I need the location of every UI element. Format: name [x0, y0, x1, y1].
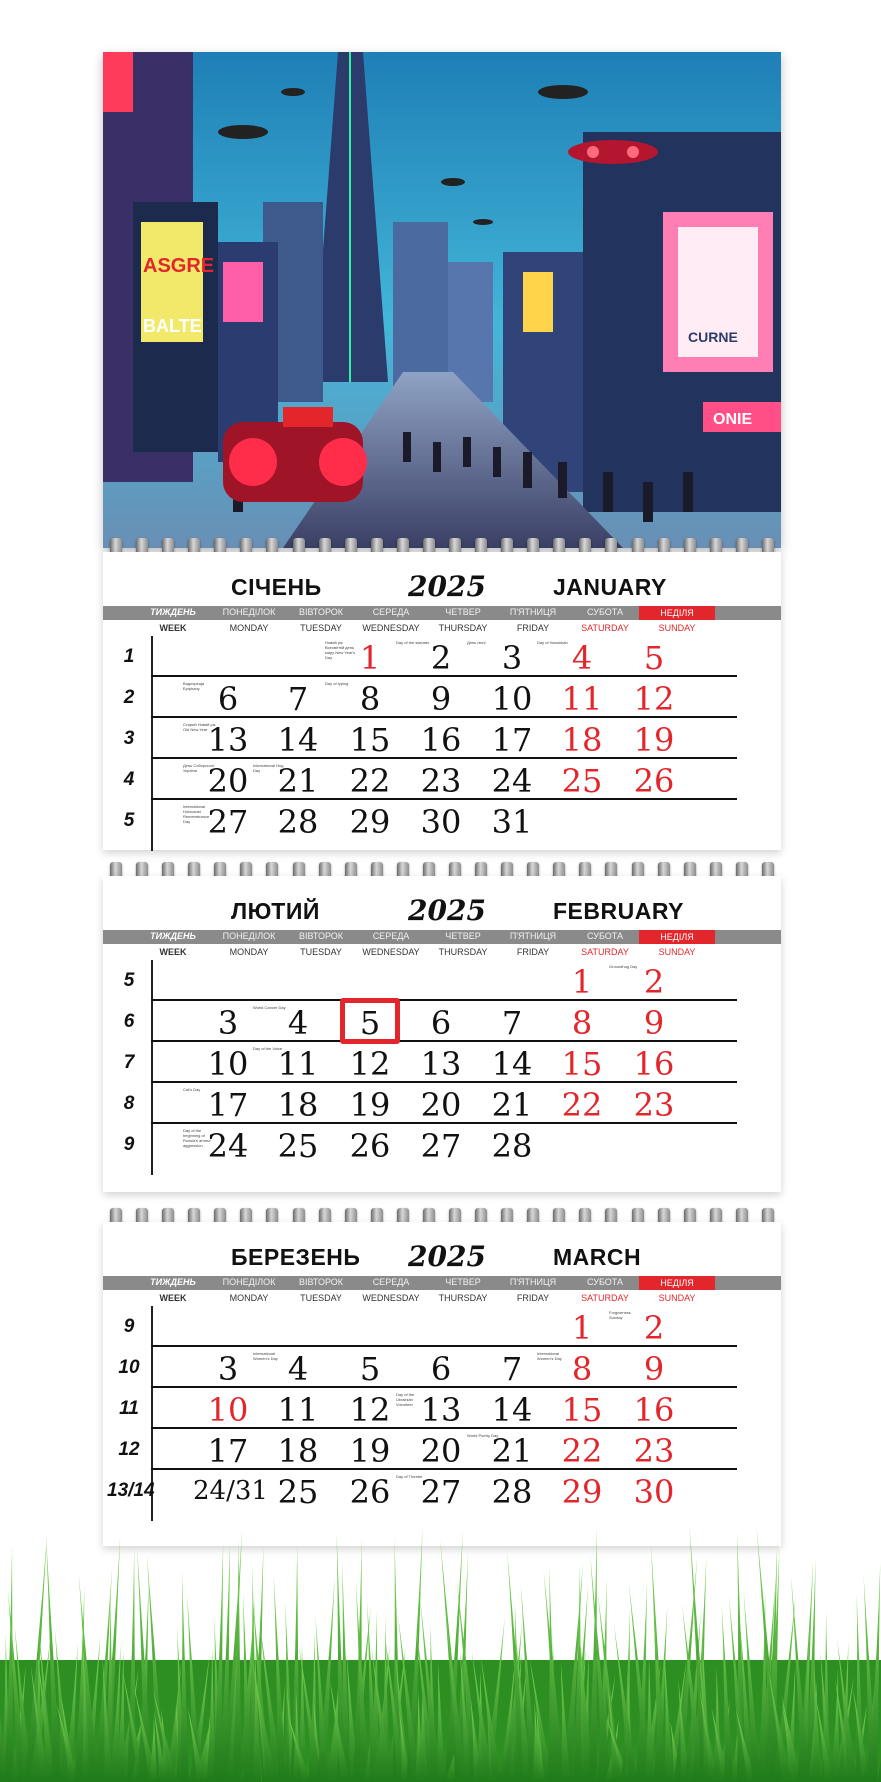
week-row [123, 636, 737, 677]
day-cell[interactable]: 3 [217, 1004, 239, 1042]
weekday-en: TUESDAY [300, 623, 342, 633]
week-label-ua: ТИЖДЕНЬ [150, 931, 196, 941]
day-cell[interactable]: 20 [420, 1086, 462, 1124]
day-cell[interactable]: 2 [430, 639, 452, 677]
weekday-en: FRIDAY [516, 1293, 550, 1303]
day-cell[interactable]: 14 [491, 1045, 533, 1083]
weekday-ua: ПОНЕДІЛОК [222, 1277, 276, 1287]
holiday-note: International Women's Day [537, 1351, 562, 1361]
week-number: 9 [123, 1316, 135, 1337]
day-cell[interactable]: 26 [349, 1127, 391, 1165]
week-row [123, 718, 737, 759]
day-cell[interactable]: 29 [561, 1473, 603, 1511]
month-name-ua: БЕРЕЗЕНЬ [231, 1244, 361, 1270]
weekday-ua: НЕДІЛЯ [639, 930, 715, 944]
month-name-ua: ЛЮТИЙ [231, 898, 320, 924]
month-panel-march [103, 1222, 781, 1546]
weekday-en: SUNDAY [658, 1293, 696, 1303]
day-cell[interactable]: 4 [287, 1350, 309, 1388]
weekday-ua: ЧЕТВЕР [445, 931, 481, 941]
weekday-header-en [103, 944, 781, 960]
day-cell[interactable]: 14 [491, 1391, 533, 1429]
holiday-note: Day of the Ukrainian Volunteer [396, 1392, 415, 1407]
day-cell[interactable]: 20 [207, 762, 249, 800]
day-cell[interactable]: 12 [349, 1045, 391, 1083]
weekday-en: THURSDAY [438, 1293, 488, 1303]
day-cell[interactable]: 4 [571, 639, 593, 677]
grass-image [0, 1500, 881, 1782]
day-cell[interactable]: 8 [571, 1350, 593, 1388]
month-grid [103, 1306, 781, 1511]
day-cell[interactable]: 11 [277, 1391, 319, 1429]
month-name-en: FEBRUARY [553, 898, 684, 924]
holiday-note: Cat's Day [183, 1087, 201, 1092]
day-cell[interactable]: 28 [491, 1127, 533, 1165]
day-cell[interactable]: 7 [501, 1350, 523, 1388]
week-row [123, 1042, 737, 1083]
holiday-note: World Cancer Day [253, 1005, 286, 1010]
day-cell[interactable]: 13 [420, 1045, 462, 1083]
month-year: 2025 [408, 1240, 486, 1273]
day-cell[interactable]: 5 [359, 1004, 381, 1042]
day-cell[interactable]: 5 [359, 1350, 381, 1388]
day-cell[interactable]: 3 [501, 639, 523, 677]
week-number: 9 [123, 1134, 135, 1155]
weekday-header-ua [103, 930, 781, 944]
weekday-header-en [103, 620, 781, 636]
day-cell[interactable]: 1 [359, 639, 381, 677]
weekday-ua: ПОНЕДІЛОК [222, 931, 276, 941]
week-number: 12 [118, 1439, 140, 1460]
weekday-ua: ПОНЕДІЛОК [222, 607, 276, 617]
month-header [103, 876, 781, 930]
svg-text:ASGRE: ASGRE [143, 255, 215, 277]
day-cell[interactable]: 19 [633, 721, 675, 759]
day-cell[interactable]: 24 [491, 762, 533, 800]
weekday-header-ua [103, 606, 781, 620]
day-cell[interactable]: 14 [277, 721, 319, 759]
day-cell[interactable]: 18 [277, 1086, 319, 1124]
day-cell[interactable]: 12 [633, 680, 675, 718]
weekday-en: WEDNESDAY [362, 947, 420, 957]
day-cell[interactable]: 12 [349, 1391, 391, 1429]
week-row [123, 960, 737, 1001]
holiday-note: Day of the beginning of Russia's armed aggression [183, 1128, 211, 1148]
weekday-header-en [103, 1290, 781, 1306]
day-cell[interactable]: 16 [420, 721, 462, 759]
day-cell[interactable]: 22 [561, 1086, 603, 1124]
holiday-note: Forgiveness Sunday [609, 1310, 631, 1320]
holiday-note: Day of the sweater [396, 640, 430, 645]
weekday-en: TUESDAY [300, 1293, 342, 1303]
week-number: 7 [123, 1052, 135, 1073]
week-row [123, 1083, 737, 1124]
day-cell[interactable]: 13 [420, 1391, 462, 1429]
day-cell[interactable]: 30 [633, 1473, 675, 1511]
week-number: 5 [123, 970, 135, 991]
week-row [118, 1429, 737, 1470]
day-cell[interactable]: 10 [207, 1391, 249, 1429]
month-year: 2025 [408, 570, 486, 603]
day-cell[interactable]: 17 [207, 1432, 249, 1470]
weekday-ua: ЧЕТВЕР [445, 1277, 481, 1287]
holiday-note: Day of Theatre [396, 1474, 423, 1479]
day-cell[interactable]: 23 [633, 1432, 675, 1470]
day-cell[interactable]: 25 [277, 1473, 319, 1511]
day-cell[interactable]: 2 [643, 963, 665, 1001]
week-label-ua: ТИЖДЕНЬ [150, 607, 196, 617]
weekday-ua: СУБОТА [587, 931, 623, 941]
month-name-ua: СІЧЕНЬ [231, 574, 322, 600]
week-number: 11 [119, 1398, 139, 1419]
day-cell[interactable]: 3 [217, 1350, 239, 1388]
month-panel-january [103, 552, 781, 850]
weekday-ua: ВІВТОРОК [298, 607, 344, 617]
week-label-en: WEEK [159, 623, 187, 633]
weekday-en: SUNDAY [658, 947, 696, 957]
week-row [123, 1001, 737, 1042]
weekday-en: FRIDAY [516, 947, 550, 957]
svg-text:BALTE: BALTE [143, 316, 202, 336]
holiday-note: День Соборності України [183, 763, 215, 773]
month-panel-february [103, 876, 781, 1192]
day-cell[interactable]: 16 [633, 1391, 675, 1429]
weekday-en: MONDAY [229, 623, 269, 633]
day-cell[interactable]: 19 [349, 1086, 391, 1124]
holiday-note: Groundhog Day [609, 964, 638, 969]
day-cell[interactable]: 29 [349, 803, 391, 841]
city-illustration [103, 52, 781, 548]
day-cell[interactable]: 10 [207, 1045, 249, 1083]
day-cell[interactable]: 10 [491, 680, 533, 718]
day-cell[interactable]: 28 [277, 803, 319, 841]
weekday-ua: П'ЯТНИЦЯ [509, 931, 557, 941]
day-cell[interactable]: 5 [643, 639, 665, 677]
weekday-ua: СУБОТА [587, 1277, 623, 1287]
holiday-note: International Women's Day [253, 1351, 278, 1361]
weekday-ua: НЕДІЛЯ [639, 1276, 715, 1290]
day-cell[interactable]: 27 [420, 1473, 462, 1511]
day-cell[interactable]: 23 [420, 762, 462, 800]
week-row [123, 1124, 737, 1165]
month-header [103, 552, 781, 606]
day-cell[interactable]: 21 [277, 762, 319, 800]
week-number: 4 [123, 769, 135, 790]
weekday-ua: НЕДІЛЯ [639, 606, 715, 620]
weekday-ua: ВІВТОРОК [298, 1277, 344, 1287]
weekday-header-ua [103, 1276, 781, 1290]
holiday-note: Day of the Voice [253, 1046, 283, 1051]
weekday-ua: СУБОТА [587, 607, 623, 617]
week-row [118, 1347, 737, 1388]
week-label-ua: ТИЖДЕНЬ [150, 1277, 196, 1287]
day-cell[interactable]: 8 [359, 680, 381, 718]
day-cell[interactable]: 8 [571, 1004, 593, 1042]
holiday-note: Day of Hanukkah [537, 640, 568, 645]
weekday-en: WEDNESDAY [362, 623, 420, 633]
week-number: 2 [123, 687, 135, 708]
week-number: 3 [123, 728, 135, 749]
weekday-en: THURSDAY [438, 947, 488, 957]
day-cell[interactable]: 6 [430, 1350, 452, 1388]
weekday-ua: ЧЕТВЕР [445, 607, 481, 617]
day-cell[interactable]: 1 [571, 963, 593, 1001]
weekday-en: WEDNESDAY [362, 1293, 420, 1303]
weekday-en: SATURDAY [581, 623, 629, 633]
day-cell[interactable]: 1 [571, 1309, 593, 1347]
holiday-note: Новий рік Всесвітній день миру New Year's Day [325, 640, 356, 660]
day-cell[interactable]: 7 [287, 680, 309, 718]
day-cell[interactable]: 24 [207, 1127, 249, 1165]
day-cell[interactable]: 17 [207, 1086, 249, 1124]
month-grid [103, 960, 781, 1165]
day-cell[interactable]: 22 [561, 1432, 603, 1470]
day-cell[interactable]: 9 [643, 1004, 665, 1042]
day-cell[interactable]: 25 [561, 762, 603, 800]
month-year: 2025 [408, 894, 486, 927]
weekday-ua: ВІВТОРОК [298, 931, 344, 941]
day-cell[interactable]: 27 [420, 1127, 462, 1165]
day-cell[interactable]: 17 [491, 721, 533, 759]
holiday-note: International Holocaust Remembrance Day [183, 804, 210, 824]
week-row [123, 677, 737, 718]
day-cell[interactable]: 21 [491, 1432, 533, 1470]
day-cell[interactable]: 13 [207, 721, 249, 759]
day-cell[interactable]: 6 [430, 1004, 452, 1042]
week-label-en: WEEK [159, 947, 187, 957]
day-cell[interactable]: 27 [207, 803, 249, 841]
week-number: 1 [123, 646, 135, 667]
weekday-ua: СЕРЕДА [372, 1277, 410, 1287]
week-label-en: WEEK [159, 1293, 187, 1303]
day-cell[interactable]: 30 [420, 803, 462, 841]
current-day-highlight [340, 998, 400, 1044]
day-cell[interactable]: 26 [349, 1473, 391, 1511]
day-cell[interactable]: 7 [501, 1004, 523, 1042]
day-cell[interactable]: 9 [430, 680, 452, 718]
weekday-en: FRIDAY [516, 623, 550, 633]
week-number: 13/14 [107, 1480, 155, 1501]
weekday-en: SUNDAY [658, 623, 696, 633]
day-cell[interactable]: 6 [217, 680, 239, 718]
weekday-ua: П'ЯТНИЦЯ [509, 1277, 557, 1287]
day-cell[interactable]: 28 [491, 1473, 533, 1511]
day-cell[interactable]: 2 [643, 1309, 665, 1347]
weekday-ua: П'ЯТНИЦЯ [509, 607, 557, 617]
day-cell[interactable]: 9 [643, 1350, 665, 1388]
day-cell[interactable]: 11 [277, 1045, 319, 1083]
holiday-note: International Hug Day [253, 763, 284, 773]
day-cell[interactable]: 15 [349, 721, 391, 759]
day-cell[interactable]: 25 [277, 1127, 319, 1165]
week-row [123, 800, 737, 841]
week-number: 10 [118, 1357, 140, 1378]
day-cell[interactable]: 18 [561, 721, 603, 759]
week-row [119, 1388, 737, 1429]
month-grid [103, 636, 781, 841]
day-cell[interactable]: 24/31 [193, 1476, 268, 1506]
futuristic-city-image [103, 52, 781, 548]
day-cell[interactable]: 16 [633, 1045, 675, 1083]
weekday-en: MONDAY [229, 947, 269, 957]
day-cell[interactable]: 11 [561, 680, 603, 718]
week-number: 6 [123, 1011, 135, 1032]
svg-text:ONIE: ONIE [713, 411, 753, 428]
holiday-note: Старий Новий рік Old New Year [183, 722, 216, 732]
day-cell[interactable]: 15 [561, 1045, 603, 1083]
weekday-ua: СЕРЕДА [372, 607, 410, 617]
weekday-en: TUESDAY [300, 947, 342, 957]
day-cell[interactable]: 19 [349, 1432, 391, 1470]
holiday-note: Водохреща Epiphany [183, 681, 205, 691]
day-cell[interactable]: 15 [561, 1391, 603, 1429]
day-cell[interactable]: 26 [633, 762, 675, 800]
week-row [123, 759, 737, 800]
weekday-en: THURSDAY [438, 623, 488, 633]
weekday-en: SATURDAY [581, 947, 629, 957]
day-cell[interactable]: 21 [491, 1086, 533, 1124]
day-cell[interactable]: 20 [420, 1432, 462, 1470]
month-name-en: MARCH [553, 1244, 642, 1270]
day-cell[interactable]: 4 [287, 1004, 309, 1042]
month-header [103, 1222, 781, 1276]
day-cell[interactable]: 18 [277, 1432, 319, 1470]
weekday-en: SATURDAY [581, 1293, 629, 1303]
holiday-note: Day of typing [325, 681, 349, 686]
holiday-note: World Poetry Day [467, 1433, 499, 1438]
day-cell[interactable]: 22 [349, 762, 391, 800]
weekday-ua: СЕРЕДА [372, 931, 410, 941]
month-name-en: JANUARY [553, 574, 667, 600]
week-number: 8 [123, 1093, 135, 1114]
holiday-note: День пісні [467, 640, 486, 645]
week-row [123, 1306, 737, 1347]
svg-text:CURNE: CURNE [688, 329, 738, 345]
day-cell[interactable]: 23 [633, 1086, 675, 1124]
week-number: 5 [123, 810, 135, 831]
day-cell[interactable]: 31 [491, 803, 533, 841]
weekday-en: MONDAY [229, 1293, 269, 1303]
